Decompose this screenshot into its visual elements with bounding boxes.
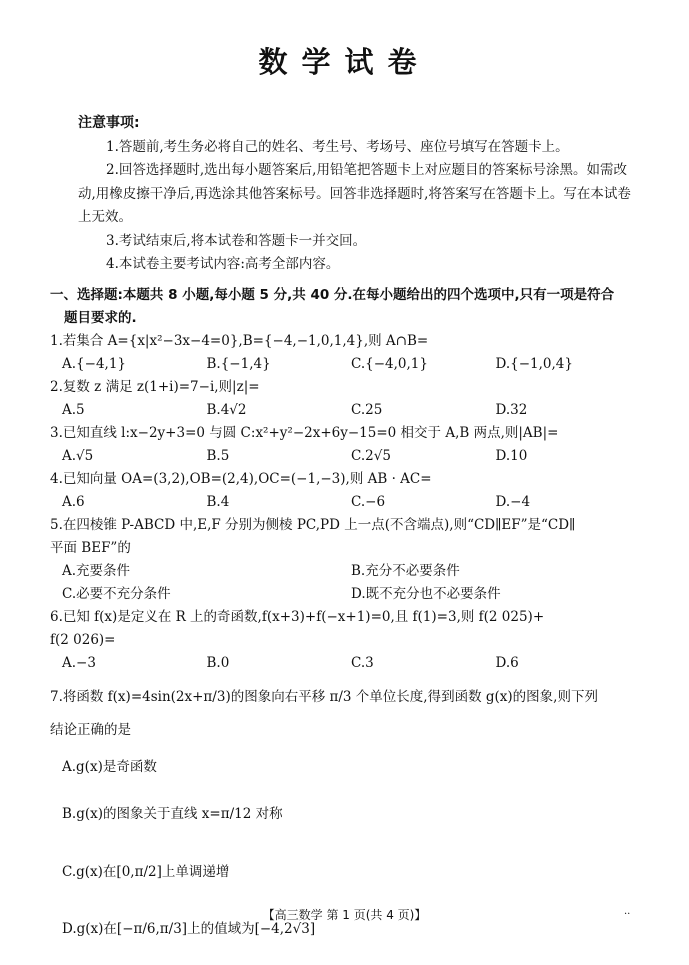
- section-heading: 一、选择题:本题共 8 小题,每小题 5 分,共 40 分.在每小题给出的四个选项中,只有一项是符合: [50, 287, 615, 303]
- option-row: [62, 353, 640, 376]
- question-stem: 7.将函数 f(x)=4sin(2x+π/3)的图象向右平移 π/3 个单位长度,得到函数 g(x)的图象,则下列: [50, 689, 598, 705]
- option: B.g(x)的图象关于直线 x=π/12 对称: [62, 806, 283, 822]
- option: D.{−1,0,4}: [495, 356, 573, 372]
- option: D.32: [495, 402, 528, 418]
- option: D.6: [495, 655, 519, 671]
- notice-item: 2.回答选择题时,选出每小题答案后,用铅笔把答题卡上对应题目的答案标号涂黑。如需改动,用橡皮擦干净后,再选涂其他答案标号。回答非选择题时,将答案写在答题卡上。写在本试卷上无效。: [78, 162, 631, 225]
- option: C.必要不充分条件: [62, 586, 171, 602]
- page-footer: 【高三数学 第 1 页(共 4 页)】: [262, 908, 427, 922]
- option: B.{−1,4}: [206, 356, 271, 372]
- option: D.−4: [495, 494, 531, 510]
- section-heading-cont: 题目要求的.: [64, 310, 137, 326]
- question-stem-cont: 结论正确的是: [50, 722, 131, 738]
- option: B.4√2: [206, 402, 247, 418]
- notice-heading: 注意事项:: [78, 115, 140, 131]
- option-row: [62, 445, 640, 468]
- option: D.10: [495, 448, 528, 464]
- question-stem: 2.复数 z 满足 z(1+i)=7−i,则|z|=: [50, 379, 260, 395]
- footer-mark: ..: [624, 906, 631, 917]
- option: A.√5: [62, 448, 94, 464]
- option: C.{−4,0,1}: [351, 356, 428, 372]
- option: C.3: [351, 655, 374, 671]
- notice-item: 3.考试结束后,将本试卷和答题卡一并交回。: [106, 232, 367, 249]
- notice-block: [78, 112, 638, 277]
- question-stem: 4.已知向量 OA=(3,2),OB=(2,4),OC=(−1,−3),则 AB · AC=: [50, 471, 432, 487]
- option: B.4: [206, 494, 230, 510]
- option: C.g(x)在[0,π/2]上单调递增: [62, 863, 230, 880]
- option: A.−3: [62, 655, 96, 671]
- option: A.充要条件: [62, 563, 131, 579]
- question-list: [50, 284, 640, 965]
- option: B.0: [206, 655, 230, 671]
- option: A.5: [62, 402, 85, 418]
- question-stem-cont: f(2 026)=: [50, 632, 116, 648]
- option: A.{−4,1}: [62, 356, 126, 372]
- question-stem: 1.若集合 A={x|x²−3x−4=0},B={−4,−1,0,1,4},则 A∩B=: [50, 333, 429, 349]
- question-stem: 3.已知直线 l:x−2y+3=0 与圆 C:x²+y²−2x+6y−15=0 相交于 A,B 两点,则|AB|=: [50, 425, 559, 441]
- option: D.既不充分也不必要条件: [351, 586, 501, 602]
- option: A.g(x)是奇函数: [62, 758, 157, 775]
- option: D.g(x)在[−π/6,π/3]上的值域为[−4,2√3]: [62, 921, 316, 937]
- option-row: [62, 583, 640, 606]
- option-row: [62, 399, 640, 422]
- question-stem-cont: 平面 BEF”的: [50, 540, 131, 556]
- page-title: 数学试卷: [258, 45, 431, 79]
- notice-item: 4.本试卷主要考试内容:高考全部内容。: [106, 256, 340, 272]
- option-row: [62, 491, 640, 514]
- option-row: [62, 560, 640, 583]
- option: B.充分不必要条件: [351, 563, 460, 579]
- option: A.6: [62, 494, 85, 510]
- option: C.−6: [351, 494, 386, 510]
- notice-item: 1.答题前,考生务必将自己的姓名、考生号、考场号、座位号填写在答题卡上。: [106, 138, 569, 155]
- option: B.5: [206, 448, 230, 464]
- option-row: [62, 652, 640, 675]
- question-stem: 5.在四棱锥 P-ABCD 中,E,F 分别为侧棱 PC,PD 上一点(不含端点),则“CD∥EF”是“CD∥: [50, 517, 576, 533]
- question-stem: 6.已知 f(x)是定义在 R 上的奇函数,f(x+3)+f(−x+1)=0,且 f(1)=3,则 f(2 025)+: [50, 609, 545, 625]
- option: C.25: [351, 402, 383, 418]
- option: C.2√5: [351, 448, 391, 464]
